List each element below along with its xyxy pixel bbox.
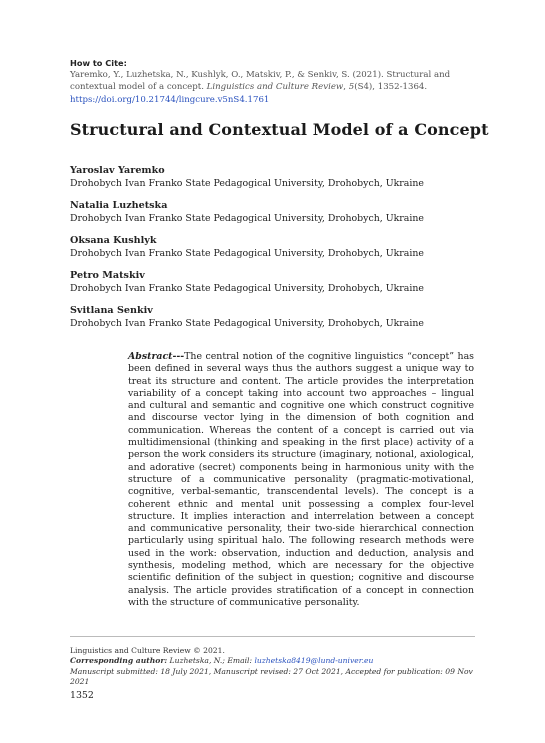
author-name: Petro Matskiv: [70, 270, 145, 281]
author-affiliation: Drohobych Ivan Franko State Pedagogical University, Drohobych, Ukraine: [70, 248, 424, 259]
doi-link[interactable]: https://doi.org/10.21744/lingcure.v5nS4.1761: [70, 94, 270, 105]
author-name: Oksana Kushlyk: [70, 235, 157, 246]
author-list: [70, 164, 490, 339]
page-footer: [70, 646, 490, 702]
citation-reference: Yaremko, Y., Luzhetska, N., Kushlyk, O., Matskiv, P., & Senkiv, S. (2021). Structural and contextual model of a concept. Linguistics and Culture Review, 5(S4), 1352-1364.: [70, 70, 451, 93]
email-label: Email:: [227, 656, 253, 666]
abstract-text: The central notion of the cognitive linguistics “concept” has been defined in several ways thus the authors suggest a unique way to treat its structure and content. The article provides the interpretation variability of a concept taking into account two approaches – lingual and cultural and semantic and cognitive one which construct cognitive and discourse vector lying in the dimension of both cognition and communication. Whereas the content of a concept is carried out via multidimensional (thinking and speaking in the first place) activity of a person the work considers its structure (imaginary, notional, axiological, and adorative (secret) components being in harmonious unity with the structure of a communicative personality (pragmatic-motivational, cognitive, verbal-semantic, transcendental levels). The concept is a coherent ethnic and mental unit possessing a complex four-level structure. It implies interaction and interrelation between a concept and communicative personality, their two-side hierarchical connection particularly using spiritual halo. The following research methods were used in the work: observation, induction and deduction, analysis and synthesis, modeling method, which are necessary for the objective scientific definition of the subject in question; cognitive and discourse analysis. The article provides stratification of a concept in connection with the structure of communicative personality.: [128, 351, 474, 608]
author-entry: [70, 164, 490, 199]
author-affiliation: Drohobych Ivan Franko State Pedagogical University, Drohobych, Ukraine: [70, 178, 424, 189]
author-affiliation: Drohobych Ivan Franko State Pedagogical University, Drohobych, Ukraine: [70, 283, 424, 294]
author-affiliation: Drohobych Ivan Franko State Pedagogical University, Drohobych, Ukraine: [70, 318, 424, 329]
author-entry: [70, 199, 490, 234]
page-number: 1352: [70, 689, 94, 701]
footer-divider: [70, 636, 475, 637]
author-name: Natalia Luzhetska: [70, 200, 168, 211]
author-affiliation: Drohobych Ivan Franko State Pedagogical University, Drohobych, Ukraine: [70, 213, 424, 224]
citation-issue-pages: (S4), 1352-1364.: [354, 82, 428, 93]
author-name: Yaroslav Yaremko: [70, 165, 165, 176]
abstract: [128, 351, 474, 609]
corresponding-label: Corresponding author:: [70, 656, 168, 666]
paper-title: Structural and Contextual Model of a Concept: [70, 120, 489, 139]
abstract-label: Abstract---: [128, 351, 185, 362]
citation-volume: 5: [348, 82, 355, 93]
author-entry: [70, 269, 490, 304]
how-to-cite-heading: How to Cite:: [70, 58, 127, 68]
citation-journal: Linguistics and Culture Review: [206, 82, 344, 93]
corresponding-name: Luzhetska, N.;: [169, 656, 225, 666]
author-entry: [70, 304, 490, 339]
footer-manuscript-dates: Manuscript submitted: 18 July 2021, Manuscript revised: 27 Oct 2021, Accepted for publication: 09 Nov 2021: [70, 666, 473, 687]
citation-authors: Yaremko, Y., Luzhetska, N., Kushlyk, O., Matskiv, P., & Senkiv, S. (2021). Structural and contextual model of a concept.: [70, 70, 451, 93]
author-entry: [70, 234, 490, 269]
email-link[interactable]: luzhetska8419@lund-univer.eu: [254, 656, 374, 666]
footer-corresponding: [70, 656, 490, 666]
how-to-cite: [70, 57, 480, 106]
footer-copyright: Linguistics and Culture Review © 2021.: [70, 646, 225, 655]
author-name: Svitlana Senkiv: [70, 305, 153, 316]
